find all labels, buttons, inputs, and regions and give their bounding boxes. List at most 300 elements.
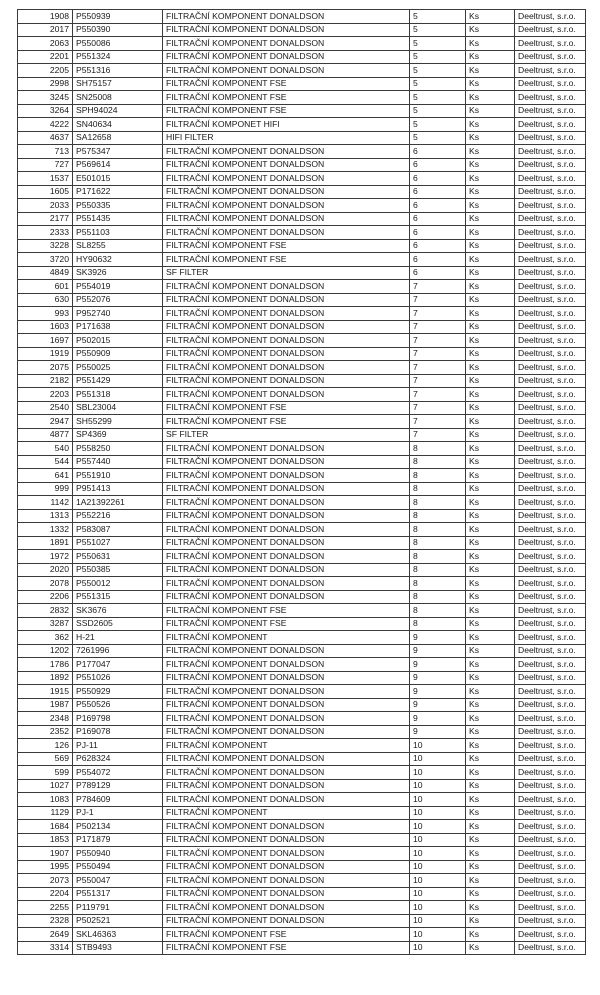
part-code-cell: P575347 — [73, 145, 163, 159]
item-id-cell: 4877 — [18, 428, 73, 442]
quantity-cell: 10 — [410, 820, 466, 834]
item-id-cell: 1129 — [18, 806, 73, 820]
unit-cell: Ks — [466, 631, 515, 645]
table-row — [18, 37, 586, 51]
quantity-cell: 9 — [410, 712, 466, 726]
quantity-cell: 6 — [410, 212, 466, 226]
item-id-cell: 1142 — [18, 496, 73, 510]
vendor-cell: Deeltrust, s.r.o. — [515, 158, 586, 172]
vendor-cell: Deeltrust, s.r.o. — [515, 928, 586, 942]
item-name-cell: FILTRAČNÍ KOMPONENT DONALDSON — [163, 779, 410, 793]
item-id-cell: 126 — [18, 739, 73, 753]
vendor-cell: Deeltrust, s.r.o. — [515, 442, 586, 456]
part-code-cell: P550494 — [73, 860, 163, 874]
vendor-cell: Deeltrust, s.r.o. — [515, 185, 586, 199]
unit-cell: Ks — [466, 806, 515, 820]
table-row — [18, 887, 586, 901]
part-code-cell: P583087 — [73, 523, 163, 537]
part-code-cell: P558250 — [73, 442, 163, 456]
part-code-cell: P628324 — [73, 752, 163, 766]
vendor-cell: Deeltrust, s.r.o. — [515, 941, 586, 955]
vendor-cell: Deeltrust, s.r.o. — [515, 361, 586, 375]
item-id-cell: 1972 — [18, 550, 73, 564]
item-name-cell: FILTRAČNÍ KOMPONENT DONALDSON — [163, 509, 410, 523]
quantity-cell: 8 — [410, 509, 466, 523]
vendor-cell: Deeltrust, s.r.o. — [515, 901, 586, 915]
item-name-cell: FILTRAČNÍ KOMPONENT DONALDSON — [163, 685, 410, 699]
quantity-cell: 5 — [410, 77, 466, 91]
item-name-cell: FILTRAČNÍ KOMPONENT DONALDSON — [163, 820, 410, 834]
vendor-cell: Deeltrust, s.r.o. — [515, 887, 586, 901]
unit-cell: Ks — [466, 644, 515, 658]
item-name-cell: FILTRAČNÍ KOMPONENT DONALDSON — [163, 374, 410, 388]
part-code-cell: P550047 — [73, 874, 163, 888]
vendor-cell: Deeltrust, s.r.o. — [515, 482, 586, 496]
table-row — [18, 293, 586, 307]
vendor-cell: Deeltrust, s.r.o. — [515, 779, 586, 793]
item-id-cell: 993 — [18, 307, 73, 321]
vendor-cell: Deeltrust, s.r.o. — [515, 104, 586, 118]
part-code-cell: P789129 — [73, 779, 163, 793]
table-row — [18, 860, 586, 874]
part-code-cell: P550335 — [73, 199, 163, 213]
part-code-cell: P550385 — [73, 563, 163, 577]
item-id-cell: 1332 — [18, 523, 73, 537]
table-row — [18, 50, 586, 64]
part-code-cell: P951413 — [73, 482, 163, 496]
unit-cell: Ks — [466, 118, 515, 132]
part-code-cell: P551026 — [73, 671, 163, 685]
part-code-cell: P550012 — [73, 577, 163, 591]
table-row — [18, 442, 586, 456]
item-id-cell: 1027 — [18, 779, 73, 793]
unit-cell: Ks — [466, 455, 515, 469]
item-id-cell: 2182 — [18, 374, 73, 388]
unit-cell: Ks — [466, 928, 515, 942]
table-row — [18, 685, 586, 699]
quantity-cell: 10 — [410, 739, 466, 753]
item-name-cell: FILTRAČNÍ KOMPONENT DONALDSON — [163, 226, 410, 240]
part-code-cell: P551027 — [73, 536, 163, 550]
unit-cell: Ks — [466, 766, 515, 780]
item-id-cell: 2063 — [18, 37, 73, 51]
item-id-cell: 1995 — [18, 860, 73, 874]
table-row — [18, 253, 586, 267]
table-row — [18, 590, 586, 604]
item-id-cell: 1892 — [18, 671, 73, 685]
unit-cell: Ks — [466, 698, 515, 712]
item-id-cell: 1987 — [18, 698, 73, 712]
quantity-cell: 6 — [410, 226, 466, 240]
quantity-cell: 5 — [410, 91, 466, 105]
quantity-cell: 10 — [410, 752, 466, 766]
item-name-cell: FILTRAČNÍ KOMPONENT DONALDSON — [163, 644, 410, 658]
item-id-cell: 2206 — [18, 590, 73, 604]
unit-cell: Ks — [466, 37, 515, 51]
item-name-cell: FILTRAČNÍ KOMPONET HIFI — [163, 118, 410, 132]
item-id-cell: 362 — [18, 631, 73, 645]
part-code-cell: P550086 — [73, 37, 163, 51]
unit-cell: Ks — [466, 253, 515, 267]
part-code-cell: SK3926 — [73, 266, 163, 280]
item-id-cell: 1786 — [18, 658, 73, 672]
unit-cell: Ks — [466, 779, 515, 793]
table-row — [18, 374, 586, 388]
item-name-cell: FILTRAČNÍ KOMPONENT DONALDSON — [163, 172, 410, 186]
unit-cell: Ks — [466, 226, 515, 240]
quantity-cell: 7 — [410, 388, 466, 402]
vendor-cell: Deeltrust, s.r.o. — [515, 590, 586, 604]
table-row — [18, 779, 586, 793]
table-row — [18, 91, 586, 105]
quantity-cell: 7 — [410, 428, 466, 442]
unit-cell: Ks — [466, 793, 515, 807]
quantity-cell: 8 — [410, 577, 466, 591]
item-id-cell: 1605 — [18, 185, 73, 199]
vendor-cell: Deeltrust, s.r.o. — [515, 766, 586, 780]
item-id-cell: 1697 — [18, 334, 73, 348]
vendor-cell: Deeltrust, s.r.o. — [515, 253, 586, 267]
vendor-cell: Deeltrust, s.r.o. — [515, 644, 586, 658]
item-name-cell: FILTRAČNÍ KOMPONENT DONALDSON — [163, 901, 410, 915]
quantity-cell: 5 — [410, 50, 466, 64]
item-id-cell: 1083 — [18, 793, 73, 807]
quantity-cell: 8 — [410, 455, 466, 469]
unit-cell: Ks — [466, 725, 515, 739]
part-code-cell: P502015 — [73, 334, 163, 348]
table-row — [18, 550, 586, 564]
item-name-cell: FILTRAČNÍ KOMPONENT DONALDSON — [163, 293, 410, 307]
item-name-cell: FILTRAČNÍ KOMPONENT DONALDSON — [163, 185, 410, 199]
vendor-cell: Deeltrust, s.r.o. — [515, 334, 586, 348]
unit-cell: Ks — [466, 442, 515, 456]
part-code-cell: SPH94024 — [73, 104, 163, 118]
table-row — [18, 725, 586, 739]
unit-cell: Ks — [466, 401, 515, 415]
part-code-cell: P551318 — [73, 388, 163, 402]
table-row — [18, 509, 586, 523]
item-name-cell: FILTRAČNÍ KOMPONENT DONALDSON — [163, 833, 410, 847]
unit-cell: Ks — [466, 739, 515, 753]
vendor-cell: Deeltrust, s.r.o. — [515, 658, 586, 672]
unit-cell: Ks — [466, 833, 515, 847]
part-code-cell: P550939 — [73, 10, 163, 24]
quantity-cell: 7 — [410, 320, 466, 334]
item-id-cell: 1907 — [18, 847, 73, 861]
table-row — [18, 158, 586, 172]
vendor-cell: Deeltrust, s.r.o. — [515, 37, 586, 51]
part-code-cell: SK3676 — [73, 604, 163, 618]
vendor-cell: Deeltrust, s.r.o. — [515, 77, 586, 91]
table-row — [18, 901, 586, 915]
vendor-cell: Deeltrust, s.r.o. — [515, 91, 586, 105]
table-row — [18, 361, 586, 375]
item-id-cell: 2177 — [18, 212, 73, 226]
vendor-cell: Deeltrust, s.r.o. — [515, 145, 586, 159]
item-name-cell: FILTRAČNÍ KOMPONENT DONALDSON — [163, 766, 410, 780]
item-name-cell: FILTRAČNÍ KOMPONENT DONALDSON — [163, 37, 410, 51]
vendor-cell: Deeltrust, s.r.o. — [515, 793, 586, 807]
vendor-cell: Deeltrust, s.r.o. — [515, 401, 586, 415]
quantity-cell: 8 — [410, 604, 466, 618]
item-id-cell: 3245 — [18, 91, 73, 105]
table-row — [18, 536, 586, 550]
quantity-cell: 8 — [410, 523, 466, 537]
quantity-cell: 8 — [410, 469, 466, 483]
part-code-cell: P552076 — [73, 293, 163, 307]
table-row — [18, 212, 586, 226]
table-row — [18, 793, 586, 807]
part-code-cell: P952740 — [73, 307, 163, 321]
vendor-cell: Deeltrust, s.r.o. — [515, 374, 586, 388]
part-code-cell: 1A21392261 — [73, 496, 163, 510]
vendor-cell: Deeltrust, s.r.o. — [515, 631, 586, 645]
quantity-cell: 5 — [410, 118, 466, 132]
quantity-cell: 7 — [410, 334, 466, 348]
table-row — [18, 334, 586, 348]
item-name-cell: FILTRAČNÍ KOMPONENT DONALDSON — [163, 887, 410, 901]
item-name-cell: FILTRAČNÍ KOMPONENT DONALDSON — [163, 10, 410, 24]
vendor-cell: Deeltrust, s.r.o. — [515, 509, 586, 523]
unit-cell: Ks — [466, 131, 515, 145]
quantity-cell: 6 — [410, 199, 466, 213]
item-name-cell: FILTRAČNÍ KOMPONENT DONALDSON — [163, 698, 410, 712]
vendor-cell: Deeltrust, s.r.o. — [515, 671, 586, 685]
item-id-cell: 3314 — [18, 941, 73, 955]
vendor-cell: Deeltrust, s.r.o. — [515, 604, 586, 618]
vendor-cell: Deeltrust, s.r.o. — [515, 563, 586, 577]
item-id-cell: 601 — [18, 280, 73, 294]
item-name-cell: FILTRAČNÍ KOMPONENT FSE — [163, 104, 410, 118]
item-id-cell: 540 — [18, 442, 73, 456]
quantity-cell: 10 — [410, 766, 466, 780]
quantity-cell: 8 — [410, 496, 466, 510]
table-row — [18, 307, 586, 321]
item-id-cell: 1919 — [18, 347, 73, 361]
vendor-cell: Deeltrust, s.r.o. — [515, 280, 586, 294]
vendor-cell: Deeltrust, s.r.o. — [515, 806, 586, 820]
vendor-cell: Deeltrust, s.r.o. — [515, 833, 586, 847]
unit-cell: Ks — [466, 428, 515, 442]
item-name-cell: SF FILTER — [163, 266, 410, 280]
quantity-cell: 10 — [410, 941, 466, 955]
part-code-cell: P551435 — [73, 212, 163, 226]
vendor-cell: Deeltrust, s.r.o. — [515, 415, 586, 429]
unit-cell: Ks — [466, 23, 515, 37]
table-row — [18, 347, 586, 361]
item-name-cell: FILTRAČNÍ KOMPONENT DONALDSON — [163, 199, 410, 213]
part-code-cell: P550929 — [73, 685, 163, 699]
item-id-cell: 2017 — [18, 23, 73, 37]
quantity-cell: 8 — [410, 442, 466, 456]
item-id-cell: 2328 — [18, 914, 73, 928]
unit-cell: Ks — [466, 212, 515, 226]
part-code-cell: P550909 — [73, 347, 163, 361]
quantity-cell: 10 — [410, 887, 466, 901]
item-id-cell: 2073 — [18, 874, 73, 888]
unit-cell: Ks — [466, 50, 515, 64]
table-row — [18, 928, 586, 942]
item-name-cell: FILTRAČNÍ KOMPONENT DONALDSON — [163, 64, 410, 78]
part-code-cell: P502134 — [73, 820, 163, 834]
quantity-cell: 10 — [410, 806, 466, 820]
item-name-cell: FILTRAČNÍ KOMPONENT DONALDSON — [163, 442, 410, 456]
item-id-cell: 641 — [18, 469, 73, 483]
vendor-cell: Deeltrust, s.r.o. — [515, 455, 586, 469]
item-name-cell: FILTRAČNÍ KOMPONENT DONALDSON — [163, 523, 410, 537]
quantity-cell: 9 — [410, 658, 466, 672]
quantity-cell: 7 — [410, 361, 466, 375]
item-name-cell: FILTRAČNÍ KOMPONENT DONALDSON — [163, 50, 410, 64]
table-row — [18, 280, 586, 294]
table-row — [18, 712, 586, 726]
quantity-cell: 10 — [410, 847, 466, 861]
item-name-cell: FILTRAČNÍ KOMPONENT DONALDSON — [163, 212, 410, 226]
unit-cell: Ks — [466, 145, 515, 159]
item-name-cell: FILTRAČNÍ KOMPONENT DONALDSON — [163, 914, 410, 928]
part-code-cell: P550526 — [73, 698, 163, 712]
quantity-cell: 9 — [410, 685, 466, 699]
unit-cell: Ks — [466, 293, 515, 307]
vendor-cell: Deeltrust, s.r.o. — [515, 752, 586, 766]
table-row — [18, 847, 586, 861]
table-row — [18, 766, 586, 780]
item-id-cell: 2205 — [18, 64, 73, 78]
table-row — [18, 10, 586, 24]
part-code-cell: P502521 — [73, 914, 163, 928]
part-code-cell: P551324 — [73, 50, 163, 64]
quantity-cell: 6 — [410, 145, 466, 159]
part-code-cell: P550940 — [73, 847, 163, 861]
item-id-cell: 3228 — [18, 239, 73, 253]
table-row — [18, 496, 586, 510]
table-row — [18, 833, 586, 847]
table-row — [18, 145, 586, 159]
item-id-cell: 1853 — [18, 833, 73, 847]
table-row — [18, 914, 586, 928]
item-name-cell: FILTRAČNÍ KOMPONENT FSE — [163, 239, 410, 253]
vendor-cell: Deeltrust, s.r.o. — [515, 199, 586, 213]
unit-cell: Ks — [466, 361, 515, 375]
table-row — [18, 752, 586, 766]
item-name-cell: FILTRAČNÍ KOMPONENT — [163, 806, 410, 820]
table-row — [18, 455, 586, 469]
part-code-cell: P551315 — [73, 590, 163, 604]
quantity-cell: 10 — [410, 901, 466, 915]
item-id-cell: 2033 — [18, 199, 73, 213]
quantity-cell: 6 — [410, 172, 466, 186]
quantity-cell: 7 — [410, 374, 466, 388]
table-row — [18, 617, 586, 631]
unit-cell: Ks — [466, 172, 515, 186]
part-code-cell: P119791 — [73, 901, 163, 915]
item-name-cell: FILTRAČNÍ KOMPONENT FSE — [163, 253, 410, 267]
table-row — [18, 77, 586, 91]
item-id-cell: 2020 — [18, 563, 73, 577]
quantity-cell: 8 — [410, 617, 466, 631]
vendor-cell: Deeltrust, s.r.o. — [515, 388, 586, 402]
item-id-cell: 2540 — [18, 401, 73, 415]
item-name-cell: FILTRAČNÍ KOMPONENT FSE — [163, 617, 410, 631]
quantity-cell: 7 — [410, 347, 466, 361]
quantity-cell: 8 — [410, 563, 466, 577]
item-name-cell: FILTRAČNÍ KOMPONENT DONALDSON — [163, 496, 410, 510]
item-name-cell: FILTRAČNÍ KOMPONENT — [163, 631, 410, 645]
part-code-cell: P551317 — [73, 887, 163, 901]
unit-cell: Ks — [466, 820, 515, 834]
table-row — [18, 64, 586, 78]
part-code-cell: P554072 — [73, 766, 163, 780]
part-code-cell: P551316 — [73, 64, 163, 78]
unit-cell: Ks — [466, 10, 515, 24]
part-code-cell: SN25008 — [73, 91, 163, 105]
item-name-cell: FILTRAČNÍ KOMPONENT FSE — [163, 401, 410, 415]
item-name-cell: FILTRAČNÍ KOMPONENT — [163, 739, 410, 753]
item-id-cell: 2947 — [18, 415, 73, 429]
item-id-cell: 2204 — [18, 887, 73, 901]
unit-cell: Ks — [466, 523, 515, 537]
table-row — [18, 388, 586, 402]
item-name-cell: FILTRAČNÍ KOMPONENT DONALDSON — [163, 320, 410, 334]
inventory-table-body — [18, 10, 586, 955]
item-name-cell: FILTRAČNÍ KOMPONENT DONALDSON — [163, 536, 410, 550]
item-name-cell: SF FILTER — [163, 428, 410, 442]
unit-cell: Ks — [466, 617, 515, 631]
unit-cell: Ks — [466, 563, 515, 577]
item-id-cell: 2998 — [18, 77, 73, 91]
quantity-cell: 5 — [410, 37, 466, 51]
table-row — [18, 118, 586, 132]
item-id-cell: 1313 — [18, 509, 73, 523]
table-row — [18, 644, 586, 658]
part-code-cell: P551910 — [73, 469, 163, 483]
unit-cell: Ks — [466, 469, 515, 483]
vendor-cell: Deeltrust, s.r.o. — [515, 131, 586, 145]
vendor-cell: Deeltrust, s.r.o. — [515, 212, 586, 226]
quantity-cell: 7 — [410, 401, 466, 415]
quantity-cell: 8 — [410, 550, 466, 564]
vendor-cell: Deeltrust, s.r.o. — [515, 428, 586, 442]
table-row — [18, 577, 586, 591]
part-code-cell: SL8255 — [73, 239, 163, 253]
part-code-cell: H-21 — [73, 631, 163, 645]
part-code-cell: E501015 — [73, 172, 163, 186]
quantity-cell: 7 — [410, 280, 466, 294]
part-code-cell: SN40634 — [73, 118, 163, 132]
vendor-cell: Deeltrust, s.r.o. — [515, 685, 586, 699]
quantity-cell: 5 — [410, 104, 466, 118]
part-code-cell: P552216 — [73, 509, 163, 523]
item-name-cell: FILTRAČNÍ KOMPONENT FSE — [163, 91, 410, 105]
vendor-cell: Deeltrust, s.r.o. — [515, 239, 586, 253]
quantity-cell: 6 — [410, 185, 466, 199]
vendor-cell: Deeltrust, s.r.o. — [515, 469, 586, 483]
table-row — [18, 226, 586, 240]
table-row — [18, 239, 586, 253]
item-name-cell: FILTRAČNÍ KOMPONENT DONALDSON — [163, 280, 410, 294]
item-name-cell: FILTRAČNÍ KOMPONENT DONALDSON — [163, 469, 410, 483]
vendor-cell: Deeltrust, s.r.o. — [515, 914, 586, 928]
unit-cell: Ks — [466, 577, 515, 591]
vendor-cell: Deeltrust, s.r.o. — [515, 172, 586, 186]
table-row — [18, 563, 586, 577]
quantity-cell: 7 — [410, 415, 466, 429]
table-row — [18, 266, 586, 280]
vendor-cell: Deeltrust, s.r.o. — [515, 523, 586, 537]
item-name-cell: FILTRAČNÍ KOMPONENT FSE — [163, 928, 410, 942]
vendor-cell: Deeltrust, s.r.o. — [515, 226, 586, 240]
unit-cell: Ks — [466, 887, 515, 901]
